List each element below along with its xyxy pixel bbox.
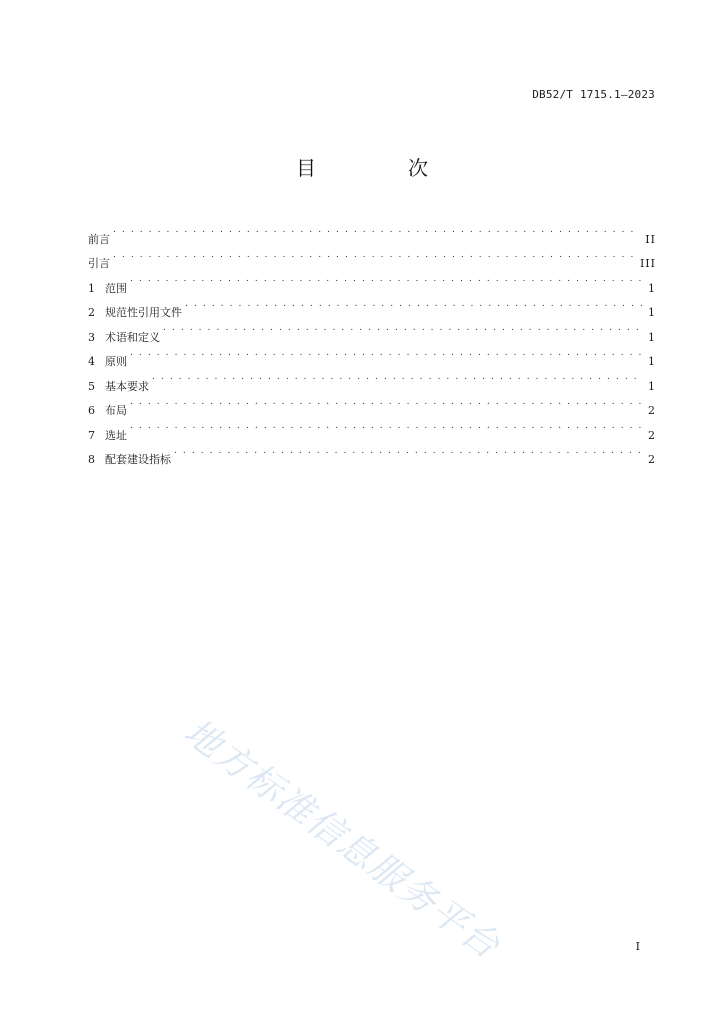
toc-entry-page: 1 — [648, 330, 656, 344]
toc-entry-introduction[interactable] — [88, 243, 656, 268]
toc-dot-leader — [113, 218, 640, 243]
toc-entry-number: 2 — [88, 306, 95, 319]
toc-entry-site-selection[interactable] — [88, 414, 656, 442]
toc-entry-label: 规范性引用文件 — [105, 306, 182, 319]
toc-entry-number: 4 — [88, 355, 95, 368]
table-of-contents — [88, 218, 656, 466]
toc-entry-page: II — [645, 232, 656, 246]
watermark: 地方标准信息服务平台 — [176, 711, 508, 968]
toc-dot-leader — [185, 292, 643, 317]
toc-entry-foreword[interactable] — [88, 218, 656, 246]
toc-entry-page: 1 — [648, 281, 656, 295]
toc-entry-label: 范围 — [105, 281, 127, 295]
toc-entry-page: 1 — [648, 379, 656, 393]
toc-entry-label: 术语和定义 — [105, 330, 160, 344]
toc-dot-leader — [130, 267, 643, 292]
toc-entry-terms-definitions[interactable] — [88, 316, 656, 344]
toc-entry-label: 原则 — [105, 355, 127, 368]
toc-entry-layout[interactable] — [88, 390, 656, 415]
toc-entry-number: 1 — [88, 281, 95, 295]
toc-entry-page: 1 — [648, 306, 656, 319]
toc-entry-scope[interactable] — [88, 267, 656, 295]
toc-dot-leader — [152, 365, 643, 390]
toc-entry-page: 2 — [648, 428, 656, 442]
toc-entry-label: 选址 — [105, 428, 127, 442]
toc-entry-number: 3 — [88, 330, 95, 344]
page-number: I — [635, 940, 640, 953]
toc-dot-leader — [174, 439, 643, 464]
toc-entry-number: 7 — [88, 428, 95, 442]
toc-entry-label: 引言 — [88, 257, 110, 270]
toc-dot-leader — [113, 243, 635, 268]
toc-entry-page: III — [639, 257, 656, 270]
toc-entry-principles[interactable] — [88, 341, 656, 366]
toc-entry-supporting-indicators[interactable] — [88, 439, 656, 464]
toc-entry-basic-requirements[interactable] — [88, 365, 656, 393]
toc-dot-leader — [163, 316, 643, 341]
toc-title: 目 次 — [296, 156, 464, 180]
toc-entry-number: 6 — [88, 404, 95, 417]
toc-entry-page: 2 — [648, 404, 656, 417]
toc-dot-leader — [130, 414, 643, 439]
toc-dot-leader — [130, 341, 643, 366]
toc-entry-label: 前言 — [88, 232, 110, 246]
toc-entry-normative-references[interactable] — [88, 292, 656, 317]
toc-entry-number: 8 — [88, 453, 95, 466]
toc-entry-label: 基本要求 — [105, 379, 149, 393]
toc-dot-leader — [130, 390, 643, 415]
toc-entry-label: 配套建设指标 — [105, 453, 171, 466]
toc-entry-number: 5 — [88, 379, 95, 393]
toc-entry-page: 2 — [648, 453, 656, 466]
document-code: DB52/T 1715.1—2023 — [532, 88, 655, 101]
toc-entry-page: 1 — [648, 355, 656, 368]
toc-entry-label: 布局 — [105, 404, 127, 417]
